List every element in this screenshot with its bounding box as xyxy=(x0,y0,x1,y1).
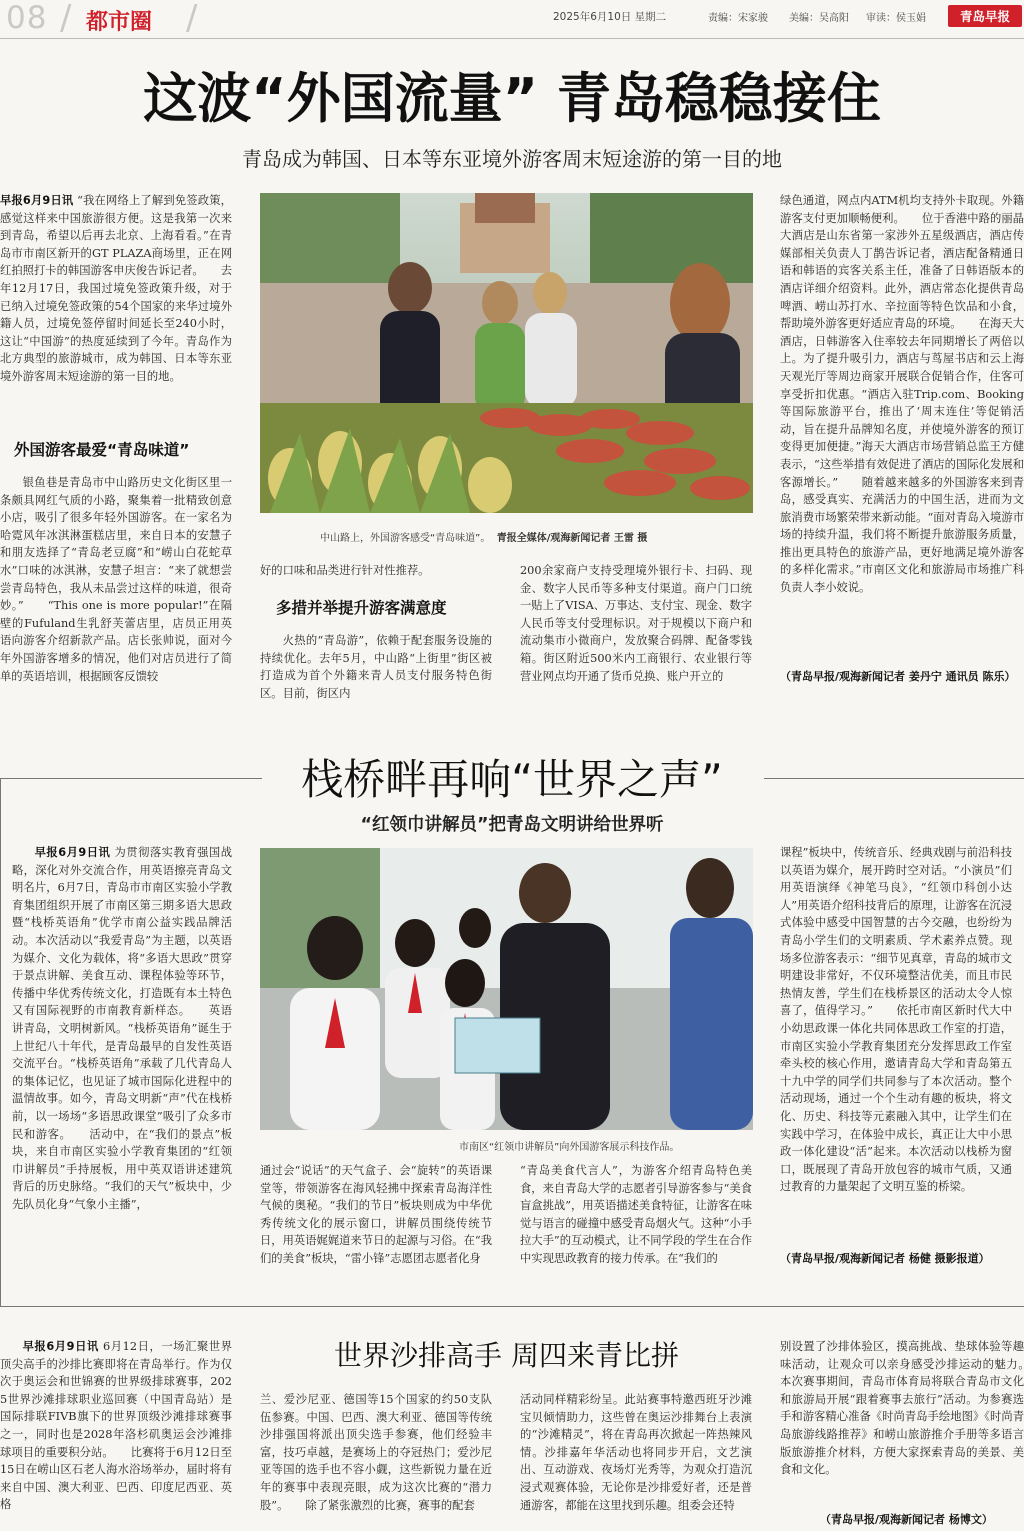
story1-photo-caption xyxy=(320,529,647,544)
story3-reporter-credit: （青岛早报/观海新闻记者 杨博文） xyxy=(820,1513,993,1526)
story1-column-4: 绿色通道，网点内ATM机均支持外卡取现。外籍游客支付更加顺畅便利。 位于香港中路的丽晶大酒店是山东省第一家涉外五星级酒店，酒店传媒部相关负责人丁鹊告诉记者，酒店配备精通日语和韩语的宾客关系主任，准备了日韩语版本的酒店详细介绍资料。此外，酒店常态化提供青岛啤酒、崂山苏打水、辛拉面等特色饮品和小食，帮助境外游客更好适应青岛的环境。 在海天大酒店，日韩游客入住率较去年同期增长了两倍以上。为了提升吸引力，酒店与茑屋书店和云上海天观光厅等周边商家开展联合促销合作，住客可享受折扣优惠。“酒店入驻Trip.com、Booking等国际旅游平台，推出了‘周末连住’等促销活动，旨在提升品牌知名度，并使境外游客的预订变得更加便捷。”海天大酒店市场营销总监王方健表示，“这些举措有效促进了酒店的国际化发展和客源增长。” 随着越来越多的外国游客来到青岛，感受真实、充满活力的中国生活，进而为文旅消费市场繁荣带来新动能。“面对青岛入境游市场的持续升温，我们将不断提升旅游服务质量，推出更具特色的旅游产品，更好地满足境外游客的多样化需求。”市南区文化和旅游局市场推广科负责人李小姣说。 xyxy=(780,194,1024,595)
story3-column-3: 活动同样精彩纷呈。此站赛事特邀西班牙沙滩宝贝倾情助力，这些曾在奥运沙排舞台上表演的“沙滩精灵”，将在青岛再次掀起一阵热辣风情。沙排嘉年华活动也将同步开启，文艺演出、互动游戏、夜场灯光秀等，为观众打造沉浸式观赛体验，无论你是沙排爱好者，还是普通游客，都能在这里找到乐趣。组委会还特 xyxy=(520,1393,752,1512)
header-slash: / xyxy=(60,0,72,38)
dateline: 早报6月9日讯 xyxy=(22,1340,99,1353)
story1-subhead-1: 外国游客最爱“青岛味道” xyxy=(14,441,190,459)
story2-column-2: 通过会“说话”的天气盒子、会“旋转”的英语课堂等，带领游客在海风轻拂中探索青岛海洋性气候的奥秘。“我们的节日”板块则成为中华优秀传统文化的展示窗口，讲解员围绕传统节日，用英语娓娓道来节日的起源与习俗。在“我们的美食”板块，“雷小锋”志愿团志愿者化身 xyxy=(260,1164,492,1265)
story1-column-3: 200余家商户支持受理境外银行卡、扫码、现金、数字人民币等多种支付渠道。商户门口统一贴上了VISA、万事达、支付宝、现金、数字人民币等支付受理标识。对于规模以下商户和流动集市小微商户，发放聚合码牌、配备零钱箱。街区附近500米内工商银行、农业银行等营业网点均开通了货币兑换、账户开立的 xyxy=(520,564,752,683)
story1-column-2: 好的口味和品类进行针对性推荐。 xyxy=(260,564,430,577)
body-text: “我在网络上了解到免签政策，感觉这样来中国旅游很方便。这是我第一次来到青岛，希望以后再去北京、上海看看。”在青岛市市南区新开的GT PLAZA商场里，正在网红拍照打卡的韩国游客申庆俊告诉记者。 去年12月17日，我国过境免签政策升级，对于已纳入过境免签政策的54个国家的来华过境外籍人员，过境免签停留时间延长至240小时，这让“中国游”的热度延续到了今年。青岛作为北方典型的旅游城市，成为韩国、日本等东亚境外游客周末短途游的第一目的地。 xyxy=(0,194,232,383)
header-divider xyxy=(0,38,1024,39)
caption-text: 中山路上，外国游客感受“青岛味道”。 xyxy=(320,533,491,544)
story2-photo-caption: 市南区“红领巾讲解员”向外国游客展示科技作品。 xyxy=(459,1142,680,1153)
story2-column-4: 课程”板块中，传统音乐、经典戏剧与前沿科技以英语为媒介，展开跨时空对话。“小演员”们用英语演绎《神笔马良》，“红领巾科创小达人”用英语介绍科技背后的原理，让游客在沉浸式体验中感受中国智慧的古今交融，也纷纷为青岛小学生们的文明素质、学术素养点赞。现场多位游客表示：“细节见真章，青岛的城市文明建设非常好，不仅环境整洁优美，而且市民热情友善，学生们在栈桥景区的活动太令人惊喜了，值得学习。” 依托市南区新时代大中小幼思政课一体化共同体思政工作室的打造，市南区实验小学教育集团充分发挥思政工作室牵头校的核心作用，邀请青岛大学和青岛第五十九中学的同学们共同参与了本次活动。整个活动现场，通过一个个生动有趣的板块，将文化、历史、科技等元素融入其中，让学生们在实践中学习，在体验中成长，真正让大中小思政一体化建设“活”起来。本次活动以栈桥为窗口，既展现了青岛开放包容的城市气质，又通过教育的力量架起了文明互鉴的桥梁。 xyxy=(780,846,1012,1194)
story1-column-1b: 银鱼巷是青岛市中山路历史文化街区里一条颇具网红气质的小路，聚集着一批精致创意小店，吸引了很多年轻外国游客。在一家名为哈霓风年冰淇淋蛋糕店里，来自日本的安慧子和朋友选择了“青岛老豆腐”和“崂山白花蛇草水”口味的冰淇淋，安慧子坦言：“来了就想尝尝青岛特色，我从未品尝过这样的味道，很奇妙。” “This one is more popular!”在隔壁的Fufuland生乳舒芙蕾店里，店员正用英语向游客介绍新款产品。店长张帅说，面对今年外国游客增多的情况，他们对店员进行了简单的英语培训，根据顾客反馈较 xyxy=(0,476,232,683)
story1-headline: 这波“外国流量” 青岛稳稳接住 xyxy=(143,67,881,130)
story2-reporter-credit: （青岛早报/观海新闻记者 杨健 摄影报道） xyxy=(780,1252,990,1265)
header-slash: / xyxy=(186,0,198,38)
designer-credit: 美编：吴高阳 xyxy=(789,13,849,24)
tourists-photo xyxy=(260,193,753,513)
story1-column-2b: 火热的“青岛游”，依赖于配套服务设施的持续优化。去年5月，中山路“上街里”街区被打造成为首个外籍来青人员支付服务特色街区。目前，街区内 xyxy=(260,634,492,700)
story2-column-3: “青岛美食代言人”，为游客介绍青岛特色美食，来自青岛大学的志愿者引导游客参与“美食盲盒挑战”，用英语描述美食特征，让游客在味觉与语言的碰撞中感受青岛烟火气。这种“小手拉大手”的互动模式，让不同学段的学生在合作中实现思政教育的接力传承。在“我们的 xyxy=(520,1164,752,1265)
dateline: 早报6月9日讯 xyxy=(0,194,74,207)
story1-subhead-2: 多措并举提升游客满意度 xyxy=(276,599,447,617)
body-text: 为贯彻落实教育强国战略，深化对外交流合作，用英语擦亮青岛文明名片，6月7日，青岛市市南区实验小学教育集团组织开展了市南区第三期多语大思政暨“栈桥英语角”优学市南公益实践品牌活动。本次活动以“我爱青岛”为主题，以英语为媒介、文化为载体，将“多语大思政”贯穿于景点讲解、美食互动、课程体验等环节，传播中华优秀传统文化，打造既有本土特色又有国际视野的市南教育新样态。 英语讲青岛，文明树新风。“栈桥英语角”诞生于上世纪八十年代，是青岛最早的自发性英语交流平台。“栈桥英语角”承载了几代青岛人的集体记忆，也见证了城市国际化进程中的温情故事。如今，青岛文明新“声”代在栈桥前，以一场场“多语思政课堂”吸引了众多市民和游客。 活动中，在“我们的景点”板块，来自市南区实验小学教育集团的“红领巾讲解员”手持展板，用中英双语讲述建筑背后的历史脉络。“我们的天气”板块中，少先队员化身“气象小主播”， xyxy=(12,846,232,1211)
page-number: 08 xyxy=(6,0,48,36)
story3-headline: 世界沙排高手 周四来青比拼 xyxy=(334,1339,679,1372)
photo-credit: 青报全媒体/观海新闻记者 王雷 摄 xyxy=(496,533,648,544)
story2-headline: 栈桥畔再响“世界之声” xyxy=(301,755,723,804)
proofreader-credit: 审读：侯玉娟 xyxy=(866,13,926,24)
story2-frame-left xyxy=(0,778,1,1306)
section-name: 都市圈 xyxy=(86,10,153,35)
story2-frame-bottom xyxy=(0,1306,1024,1307)
story2-photo xyxy=(260,848,753,1130)
story1-column-1 xyxy=(0,192,232,432)
dateline: 早报6月9日讯 xyxy=(34,846,111,859)
body-text: 6月12日，一场汇聚世界顶尖高手的沙排比赛即将在青岛举行。作为仅次于奥运会和世锦赛的世界级排球赛事，2025世界沙滩排球职业巡回赛（中国青岛站）是国际排联FIVB旗下的世界顶级沙滩排球赛事之一，同时也是2028年洛杉矶奥运会沙滩排球项目的重要积分站。 比赛将于6月12日至15日在崂山区石老人海水浴场举办，届时将有来自中国、澳大利亚、巴西、印度尼西亚、英格 xyxy=(0,1340,232,1512)
story3-column-2: 兰、爱沙尼亚、德国等15个国家的约50支队伍参赛。中国、巴西、澳大利亚、德国等传统沙排强国将派出顶尖选手参赛，他们经验丰富，技巧卓越，是赛场上的夺冠热门；爱沙尼亚等国的选手也不容小觑，这些新锐力量在近年的赛事中表现亮眼，成为这次比赛的“潜力股”。 除了紧张激烈的比赛，赛事的配套 xyxy=(260,1393,492,1512)
story3-column-1 xyxy=(0,1338,232,1531)
students-photo xyxy=(260,848,753,1130)
editor-credit: 责编：宋家骏 xyxy=(708,13,768,24)
brand-logo: 青岛早报 xyxy=(948,5,1022,27)
story1-deck: 青岛成为韩国、日本等东亚境外游客周末短途游的第一目的地 xyxy=(242,147,782,171)
story3-column-4: 别设置了沙排体验区，摸高挑战、垫球体验等趣味活动，让观众可以亲身感受沙排运动的魅力。 本次赛事期间，青岛市体育局将联合青岛市文化和旅游局开展“跟着赛事去旅行”活动。为参赛选手和游客精心准备《时尚青岛手绘地图》《时尚青岛旅游线路推荐》和崂山旅游推介手册等多语言版旅游推介材料，方便大家探索青岛的美景、美食和文化。 xyxy=(780,1340,1024,1477)
story1-photo xyxy=(260,193,753,513)
story2-column-1 xyxy=(12,844,232,1284)
story2-deck: “红领巾讲解员”把青岛文明讲给世界听 xyxy=(360,815,664,835)
story1-reporter-credit: （青岛早报/观海新闻记者 姜丹宁 通讯员 陈乐） xyxy=(780,670,1016,683)
issue-date: 2025年6月10日 星期二 xyxy=(553,11,667,23)
